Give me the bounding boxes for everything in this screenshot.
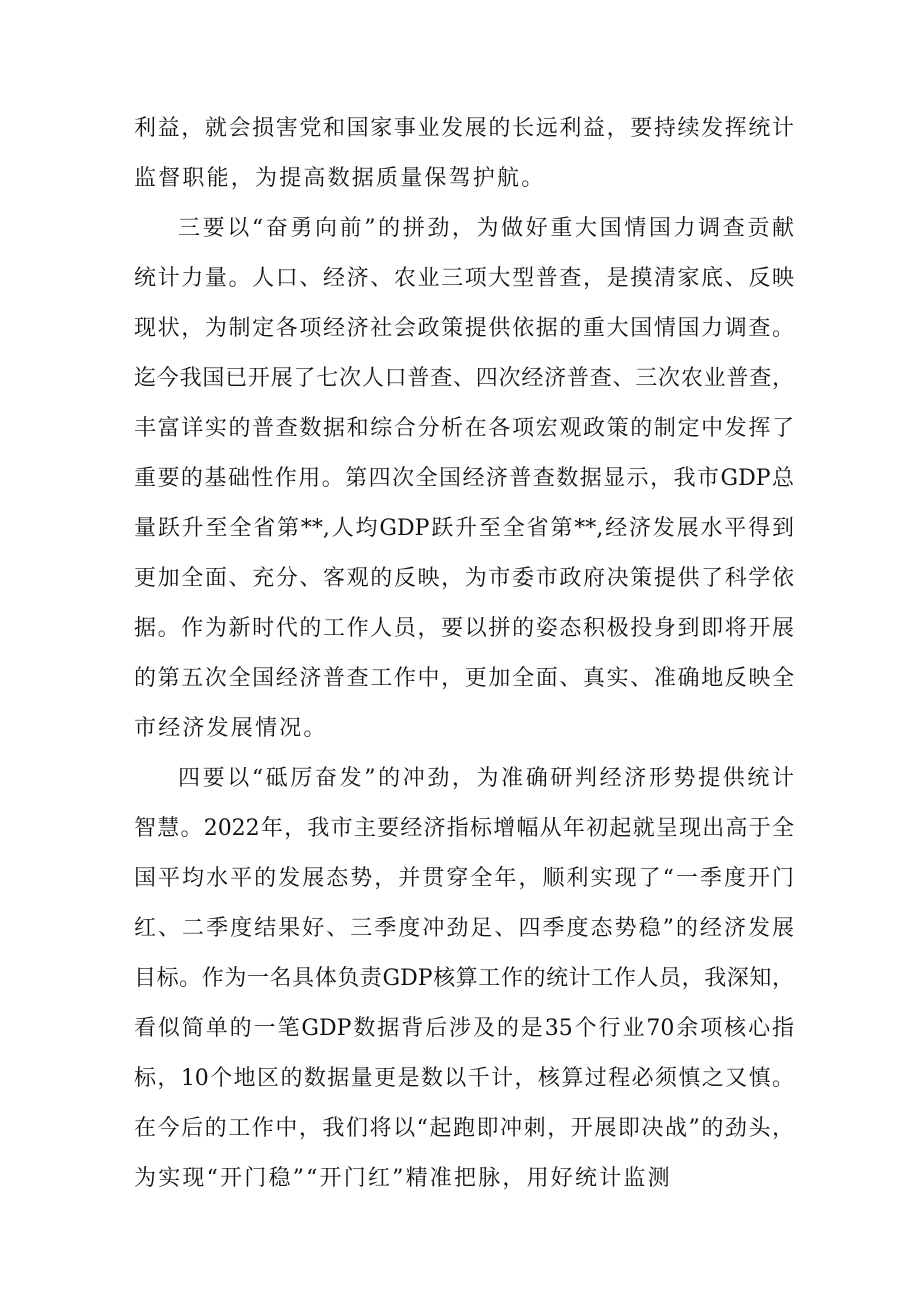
text-line-2: 监督职能，为提高数据质量保驾护航。 [134,166,546,191]
text-line-17: 红、二季度结果好、三季度冲劲足、四季度态势稳”的经济发展 [134,916,794,941]
text-line-4: 统计力量。人口、经济、农业三项大型普查，是摸清家底、反映 [134,266,794,291]
text-line-10: 更加全面、充分、客观的反映，为市委市政府决策提供了科学依 [134,566,794,591]
text-line-5: 现状，为制定各项经济社会政策提供依据的重大国情国力调查。 [134,316,794,341]
text-line-22: 为实现“开门稳”“开门红”精准把脉，用好统计监测 [134,1166,672,1191]
text-line-6: 迄今我国已开展了七次人口普查、四次经济普查、三次农业普查， [134,366,794,391]
text-line-9: 量跃升至全省第**,人均GDP跃升至全省第**,经济发展水平得到 [134,516,794,541]
text-line-7: 丰富详实的普查数据和综合分析在各项宏观政策的制定中发挥了 [134,416,794,441]
text-line-13: 市经济发展情况。 [134,716,328,741]
text-line-8: 重要的基础性作用。第四次全国经济普查数据显示，我市GDP总 [134,466,794,491]
text-line-20: 标，10个地区的数据量更是数以千计，核算过程必须慎之又慎。 [134,1066,794,1091]
text-line-19: 看似简单的一笔GDP数据背后涉及的是35个行业70余项核心指 [134,1016,794,1041]
text-line-16: 国平均水平的发展态势，并贯穿全年，顺利实现了“一季度开门 [134,866,794,891]
text-line-3: 三要以“奋勇向前”的拼劲，为做好重大国情国力调查贡献 [178,216,794,241]
text-line-21: 在今后的工作中，我们将以“起跑即冲刺，开展即决战”的劲头， [134,1116,794,1141]
text-line-1: 利益，就会损害党和国家事业发展的长远利益，要持续发挥统计 [134,116,794,141]
text-line-12: 的第五次全国经济普查工作中，更加全面、真实、准确地反映全 [134,666,794,691]
text-line-14: 四要以“砥厉奋发”的冲劲，为准确研判经济形势提供统计 [178,766,794,791]
text-line-11: 据。作为新时代的工作人员，要以拼的姿态积极投身到即将开展 [134,616,794,641]
text-line-15: 智慧。2022年，我市主要经济指标增幅从年初起就呈现出高于全 [134,816,794,841]
text-line-18: 目标。作为一名具体负责GDP核算工作的统计工作人员，我深知， [134,966,794,991]
